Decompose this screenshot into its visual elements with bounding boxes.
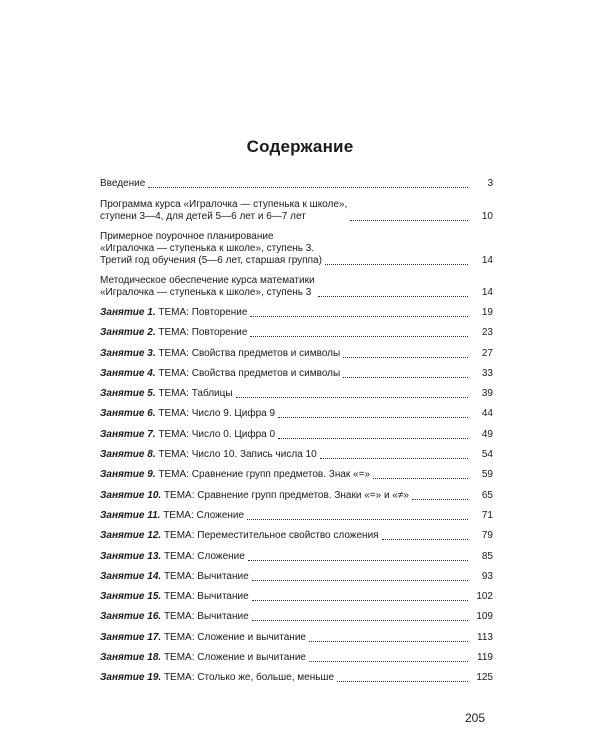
lesson-number: Занятие 11. — [100, 509, 161, 521]
toc-entry-page: 119 — [477, 652, 493, 664]
lesson-topic: ТЕМА: Свойства предметов и символы — [158, 347, 341, 359]
toc-entry-text — [100, 469, 370, 481]
lesson-number: Занятие 7. — [100, 428, 156, 440]
toc-entry-page: 102 — [476, 591, 493, 603]
dot-leader — [382, 539, 468, 540]
lesson-topic: ТЕМА: Число 9. Цифра 9 — [158, 408, 276, 420]
toc-entry-page: 85 — [481, 550, 493, 562]
table-of-contents — [100, 178, 493, 693]
toc-entry-text — [100, 348, 340, 360]
toc-entry-text: Введение — [100, 178, 146, 189]
toc-entry-page: 10 — [481, 211, 493, 222]
toc-entry-page: 14 — [481, 255, 493, 266]
toc-entry-page: 79 — [481, 530, 493, 542]
lesson-number: Занятие 17. — [100, 631, 162, 643]
toc-entry-lesson — [100, 611, 493, 623]
dot-leader — [252, 600, 468, 601]
toc-entry-text — [100, 408, 275, 420]
toc-entry-text — [100, 571, 249, 583]
toc-entry-lesson — [100, 672, 493, 684]
toc-entry-text — [100, 672, 334, 684]
toc-entry-page: 33 — [481, 367, 493, 379]
toc-entry-lesson — [100, 348, 493, 360]
page-title: Содержание — [246, 137, 354, 156]
toc-entry-lesson — [100, 652, 493, 664]
lesson-number: Занятие 8. — [100, 449, 156, 461]
lesson-number: Занятие 4. — [100, 367, 156, 379]
lesson-topic: ТЕМА: Свойства предметов и символы — [158, 367, 341, 379]
toc-entry-text — [100, 307, 247, 319]
page-number: 205 — [465, 711, 486, 725]
toc-entry-program — [100, 199, 493, 223]
lesson-number: Занятие 16. — [100, 611, 162, 623]
dot-leader — [309, 641, 468, 642]
dot-leader — [309, 661, 468, 662]
toc-entry-lesson — [100, 449, 493, 461]
toc-entry-page: 27 — [481, 347, 493, 359]
toc-entry-lesson — [100, 408, 493, 420]
dot-leader — [337, 681, 468, 682]
toc-entry-page: 113 — [477, 631, 493, 643]
toc-entry-lesson — [100, 510, 493, 522]
toc-entry-lesson — [100, 571, 493, 583]
dot-leader — [252, 580, 468, 581]
dot-leader — [236, 397, 468, 398]
toc-entry-text — [100, 510, 244, 522]
toc-entry-text — [100, 368, 340, 380]
dot-leader — [247, 519, 468, 520]
lesson-number: Занятие 13. — [100, 550, 162, 562]
lesson-number: Занятие 18. — [100, 652, 162, 664]
toc-entry-lesson — [100, 368, 493, 380]
lesson-number: Занятие 12. — [100, 530, 162, 542]
lesson-number: Занятие 14. — [100, 570, 162, 582]
toc-entry-lesson — [100, 551, 493, 563]
lesson-topic: ТЕМА: Вычитание — [163, 591, 249, 603]
toc-entry-page: 44 — [481, 408, 493, 420]
toc-entry-page: 23 — [481, 327, 493, 339]
lesson-number: Занятие 6. — [100, 408, 156, 420]
toc-entry-page: 14 — [481, 287, 493, 298]
toc-entry-methodology — [100, 275, 493, 299]
lesson-number: Занятие 1. — [100, 307, 156, 318]
toc-entry-lesson — [100, 327, 493, 339]
toc-entry-text — [100, 611, 249, 623]
toc-entry-text — [100, 449, 317, 461]
lesson-number: Занятие 15. — [100, 591, 162, 603]
lesson-topic: ТЕМА: Вычитание — [163, 570, 249, 582]
lesson-number: Занятие 9. — [100, 469, 156, 481]
lesson-topic: ТЕМА: Сложение и вычитание — [163, 631, 306, 643]
lesson-topic: ТЕМА: Сложение — [163, 509, 245, 521]
lesson-topic: ТЕМА: Переместительное свойство сложения — [163, 530, 379, 542]
dot-leader — [250, 316, 468, 317]
dot-leader — [350, 220, 468, 221]
dot-leader — [148, 187, 468, 188]
lesson-topic: ТЕМА: Сравнение групп предметов. Знак «=» — [158, 469, 371, 481]
lesson-topic: ТЕМА: Повторение — [158, 327, 248, 339]
lesson-topic: ТЕМА: Вычитание — [163, 611, 249, 623]
toc-entry-page: 65 — [481, 489, 493, 501]
toc-entry-lesson — [100, 307, 493, 319]
lesson-number: Занятие 5. — [100, 388, 156, 400]
toc-entry-text — [100, 429, 275, 441]
toc-entry-lesson — [100, 632, 493, 644]
toc-entry-lesson — [100, 591, 493, 603]
toc-entry-page: 109 — [476, 611, 493, 623]
toc-entry-text — [100, 632, 306, 644]
toc-entry-page: 125 — [476, 672, 493, 684]
dot-leader — [343, 377, 468, 378]
toc-entry-lesson — [100, 388, 493, 400]
dot-leader — [250, 336, 468, 337]
toc-entry-text — [100, 551, 245, 563]
dot-leader — [252, 620, 468, 621]
toc-entry-page: 59 — [481, 469, 493, 481]
toc-entry-text — [100, 490, 409, 502]
toc-entry-lesson — [100, 530, 493, 542]
dot-leader — [325, 264, 468, 265]
toc-entry-page: 19 — [481, 307, 493, 318]
dot-leader — [412, 499, 468, 500]
dot-leader — [373, 478, 468, 479]
lesson-topic: ТЕМА: Столько же, больше, меньше — [163, 672, 335, 684]
toc-entry-introduction — [100, 178, 493, 190]
lesson-number: Занятие 10. — [100, 489, 162, 501]
lesson-topic: ТЕМА: Сравнение групп предметов. Знаки «=» и «≠» — [163, 489, 409, 501]
toc-entry-lesson — [100, 469, 493, 481]
dot-leader — [343, 357, 468, 358]
toc-entry-text — [100, 652, 306, 664]
toc-entry-planning — [100, 231, 493, 267]
toc-entry-page: 39 — [481, 388, 493, 400]
toc-entry-page: 93 — [481, 570, 493, 582]
lesson-topic: ТЕМА: Число 0. Цифра 0 — [158, 428, 276, 440]
toc-entry-page: 49 — [481, 428, 493, 440]
dot-leader — [320, 458, 468, 459]
dot-leader — [278, 417, 468, 418]
toc-entry-page: 3 — [487, 178, 493, 189]
lesson-topic: ТЕМА: Повторение — [158, 307, 248, 318]
toc-entry-lesson — [100, 490, 493, 502]
toc-entry-page: 54 — [481, 449, 493, 461]
lesson-number: Занятие 3. — [100, 347, 156, 359]
toc-entry-lesson — [100, 429, 493, 441]
dot-leader — [278, 438, 468, 439]
toc-entry-text — [100, 388, 233, 400]
lesson-topic: ТЕМА: Число 10. Запись числа 10 — [158, 449, 317, 461]
toc-entry-page: 71 — [481, 509, 493, 521]
toc-entry-text — [100, 327, 247, 339]
lesson-number: Занятие 2. — [100, 327, 156, 339]
lesson-topic: ТЕМА: Таблицы — [158, 388, 233, 400]
toc-entry-text: Программа курса «Игралочка — ступенька к школе», ступени 3—4, для детей 5—6 лет и 6—7 лет — [100, 199, 348, 222]
dot-leader — [248, 560, 468, 561]
toc-entry-text — [100, 591, 249, 603]
lesson-topic: ТЕМА: Сложение — [163, 550, 245, 562]
toc-entry-text — [100, 530, 379, 542]
lesson-topic: ТЕМА: Сложение и вычитание — [163, 652, 306, 664]
dot-leader — [318, 296, 468, 297]
lesson-number: Занятие 19. — [100, 672, 162, 684]
toc-entry-text: Примерное поурочное планирование «Игралочка — ступенька к школе», ступень 3. Третий год обучения (5—6 лет, старшая группа) — [100, 231, 322, 266]
toc-entry-text: Методическое обеспечение курса математики «Игралочка — ступенька к школе», ступень 3 — [100, 275, 315, 298]
